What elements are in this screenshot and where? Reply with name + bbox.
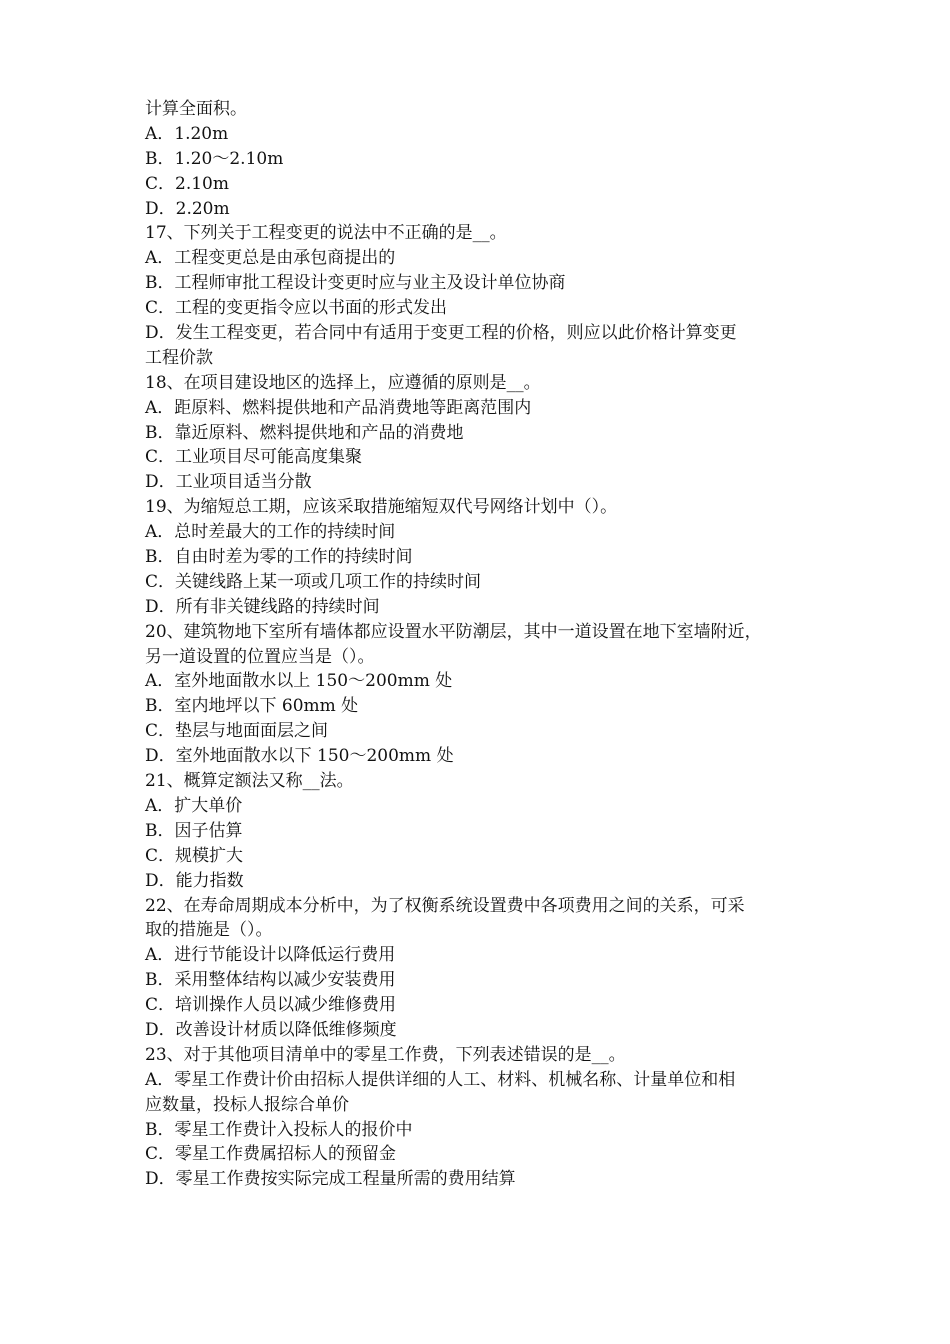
answer-option: B．采用整体结构以减少安装费用 [145, 970, 396, 991]
answer-option: B．自由时差为零的工作的持续时间 [145, 547, 413, 568]
answer-option: D．所有非关键线路的持续时间 [145, 596, 380, 617]
answer-option: A．距原料、燃料提供地和产品消费地等距离范围内 [145, 397, 532, 418]
question-17: 17、下列关于工程变更的说法中不正确的是__。 [145, 223, 507, 244]
answer-option-continuation: 应数量，投标人报综合单价 [145, 1094, 349, 1115]
answer-option: D．室外地面散水以下 150～200mm 处 [145, 746, 454, 767]
answer-option: A．扩大单价 [145, 795, 243, 816]
answer-option: C．工程的变更指令应以书面的形式发出 [145, 298, 448, 319]
answer-option: C．垫层与地面面层之间 [145, 721, 329, 742]
answer-option: A．1.20m [145, 123, 229, 144]
answer-option: B．室内地坪以下 60mm 处 [145, 696, 359, 717]
document-body [145, 97, 815, 1192]
answer-option: D．零星工作费按实际完成工程量所需的费用结算 [145, 1169, 516, 1190]
question-22: 22、在寿命周期成本分析中，为了权衡系统设置费中各项费用之间的关系，可采 [145, 895, 745, 916]
answer-option: A．工程变更总是由承包商提出的 [145, 248, 396, 269]
answer-option: A．室外地面散水以上 150～200mm 处 [145, 671, 453, 692]
answer-option: C．培训操作人员以减少维修费用 [145, 995, 397, 1016]
answer-option: B．零星工作费计入投标人的报价中 [145, 1119, 413, 1140]
answer-option: D．2.20m [145, 198, 230, 219]
question-19: 19、为缩短总工期，应该采取措施缩短双代号网络计划中（）。 [145, 497, 618, 518]
question-20-continuation: 另一道设置的位置应当是（）。 [145, 646, 375, 667]
answer-option: B．1.20～2.10m [145, 148, 284, 169]
question-20: 20、建筑物地下室所有墙体都应设置水平防潮层，其中一道设置在地下室墙附近， [145, 621, 762, 642]
answer-option: C．规模扩大 [145, 845, 244, 866]
text-line: 计算全面积。 [145, 99, 247, 119]
answer-option: D．工业项目适当分散 [145, 472, 312, 493]
answer-option: D．能力指数 [145, 870, 244, 891]
answer-option: A．零星工作费计价由招标人提供详细的人工、材料、机械名称、计量单位和相 [145, 1069, 736, 1090]
answer-option: B．因子估算 [145, 820, 243, 841]
question-18: 18、在项目建设地区的选择上，应遵循的原则是__。 [145, 372, 541, 393]
answer-option: C．零星工作费属招标人的预留金 [145, 1144, 397, 1165]
answer-option: A．总时差最大的工作的持续时间 [145, 522, 396, 543]
answer-option: B．靠近原料、燃料提供地和产品的消费地 [145, 422, 464, 443]
answer-option: D．改善设计材质以降低维修频度 [145, 1019, 397, 1040]
answer-option: C．关键线路上某一项或几项工作的持续时间 [145, 571, 482, 592]
answer-option: A．进行节能设计以降低运行费用 [145, 945, 396, 966]
answer-option: C．工业项目尽可能高度集聚 [145, 447, 363, 468]
answer-option-continuation: 工程价款 [145, 347, 213, 368]
question-21: 21、概算定额法又称__法。 [145, 771, 354, 792]
answer-option: D．发生工程变更，若合同中有适用于变更工程的价格，则应以此价格计算变更 [145, 323, 737, 344]
question-23: 23、对于其他项目清单中的零星工作费，下列表述错误的是__。 [145, 1044, 626, 1065]
question-22-continuation: 取的措施是（）。 [145, 920, 273, 941]
answer-option: C．2.10m [145, 173, 229, 194]
answer-option: B．工程师审批工程设计变更时应与业主及设计单位协商 [145, 273, 566, 294]
